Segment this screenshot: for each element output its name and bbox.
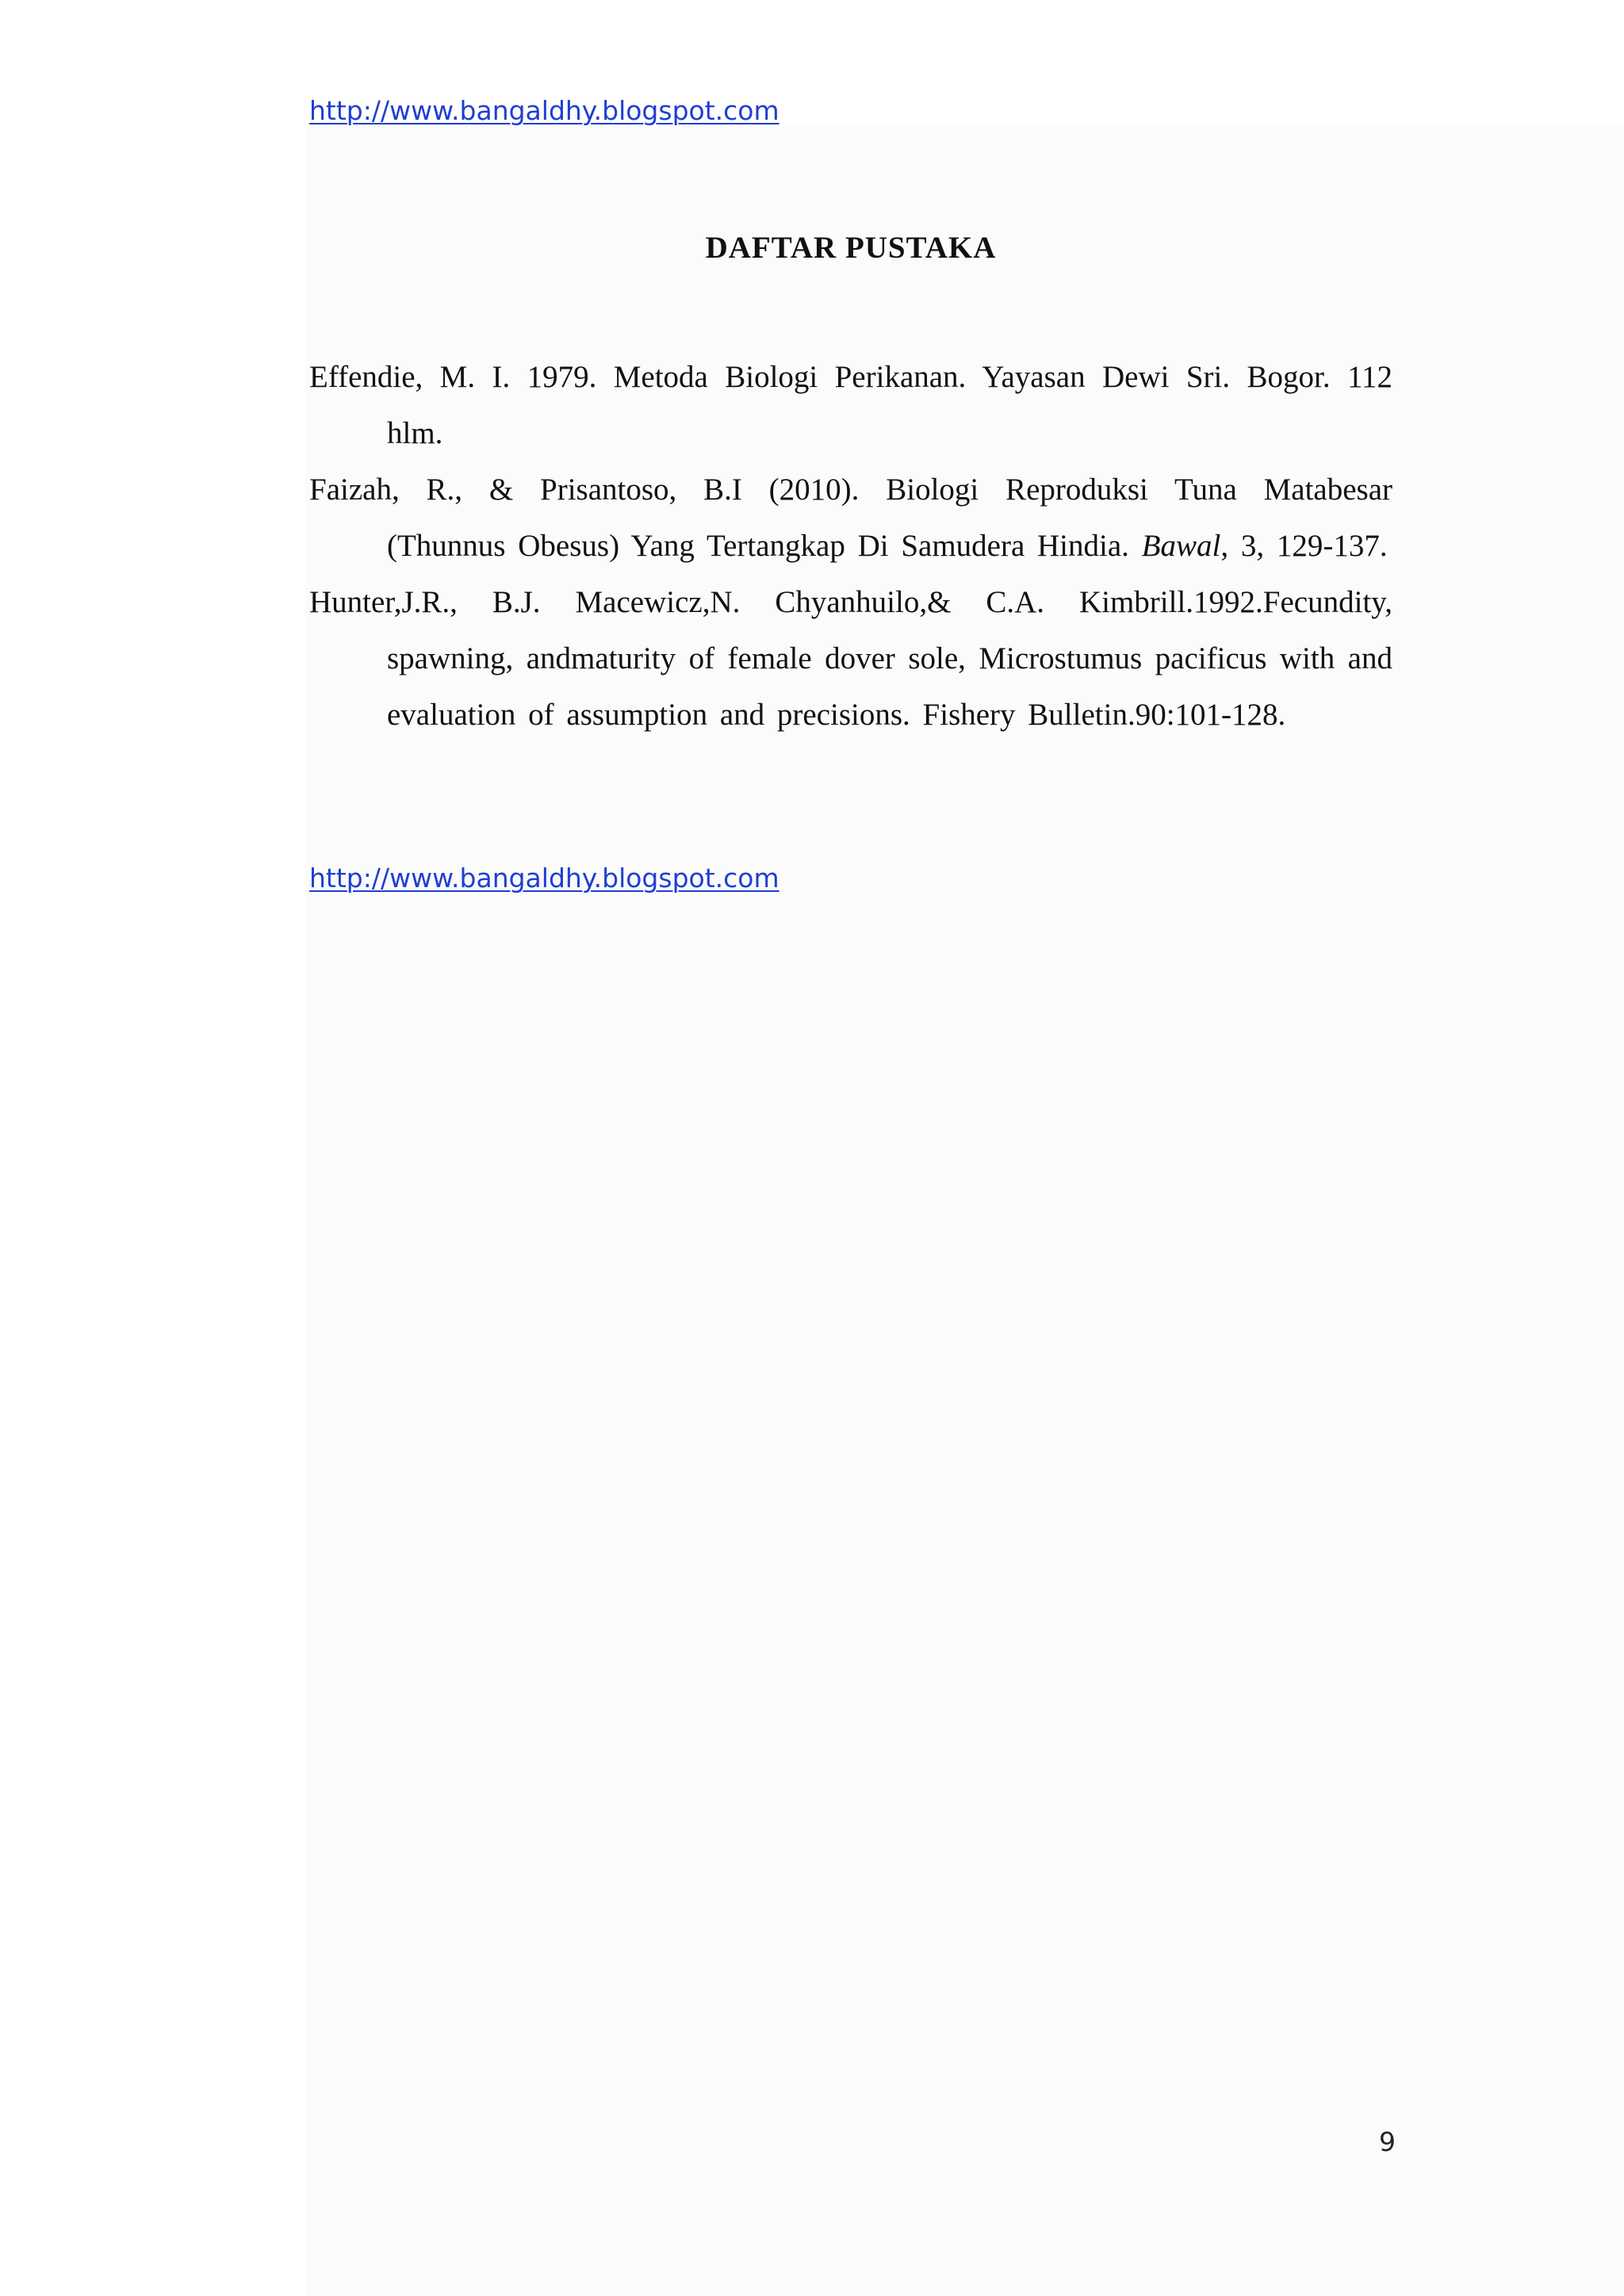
reference-text-end: , 3, 129-137.	[1220, 529, 1388, 563]
reference-list	[309, 349, 1392, 743]
journal-name: Bawal	[1141, 529, 1221, 563]
reference-text: Hunter,J.R., B.J. Macewicz,N. Chyanhuilo,& C.A. Kimbrill.1992.Fecundity, spawning, andmaturity of female dover sole, Microstumus pacificus with and evaluation of assumption and precisions. Fishery Bulletin.90:101-128.	[309, 585, 1392, 732]
header-link[interactable]: http://www.bangaldhy.blogspot.com	[309, 95, 779, 126]
reference-item	[309, 574, 1392, 743]
reference-item	[309, 461, 1392, 574]
reference-text: Effendie, M. I. 1979. Metoda Biologi Perikanan. Yayasan Dewi Sri. Bogor. 112 hlm.	[309, 360, 1392, 450]
reference-item	[309, 349, 1392, 461]
page-title: DAFTAR PUSTAKA	[705, 231, 997, 265]
reference-text: Faizah, R., & Prisantoso, B.I (2010). Biologi Reproduksi Tuna Matabesar (Thunnus Obesus) Yang Tertangkap Di Samudera Hindia.	[309, 473, 1392, 563]
footer-link[interactable]: http://www.bangaldhy.blogspot.com	[309, 863, 779, 894]
page-number: 9	[1379, 2126, 1396, 2157]
